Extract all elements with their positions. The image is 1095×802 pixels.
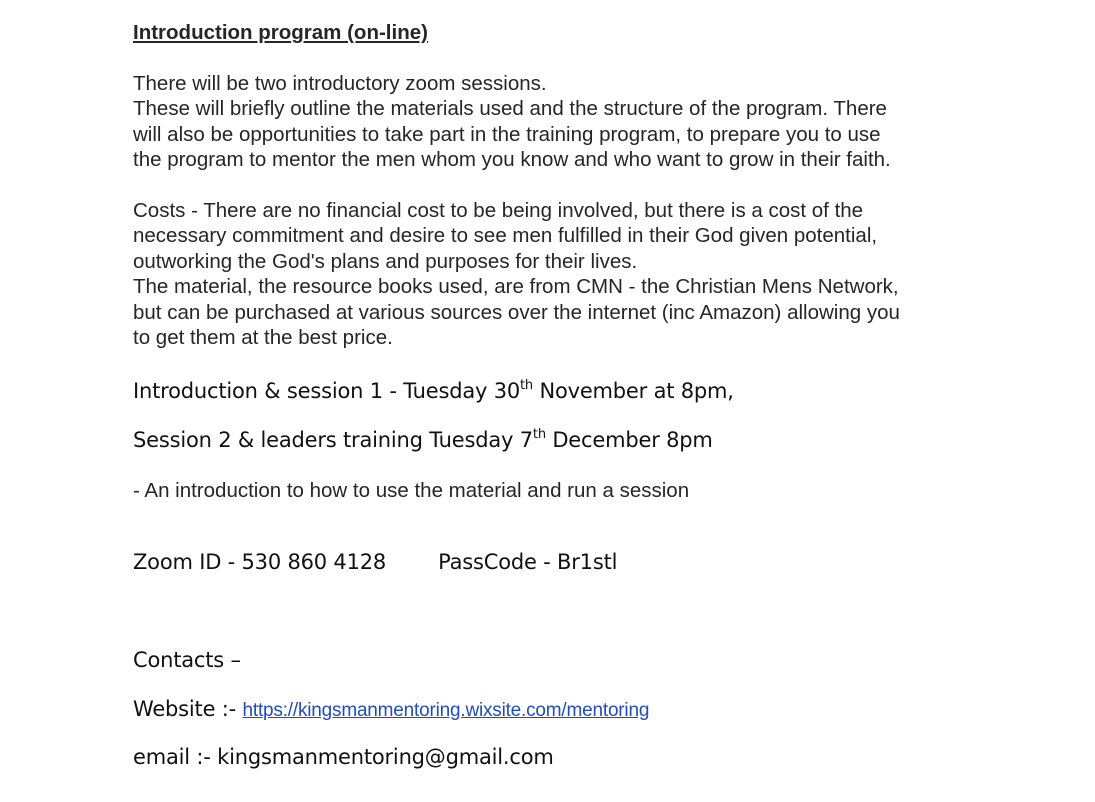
section-heading: Introduction program (on-line) <box>133 21 428 44</box>
email-line: email :- kingsmanmentoring@gmail.com <box>133 745 554 769</box>
zoom-passcode: PassCode - Br1stl <box>438 550 618 574</box>
intro-line-3: will also be opportunities to take part in the training program, to prepare you to use <box>133 122 881 146</box>
material-line-2: but can be purchased at various sources over the internet (inc Amazon) allowing you <box>133 300 900 324</box>
session-2-ordinal: th <box>532 427 546 442</box>
material-line-1: The material, the resource books used, are from CMN - the Christian Mens Network, <box>133 275 899 299</box>
session-1-text-end: November at 8pm, <box>532 379 734 403</box>
intro-line-4: the program to mentor the men whom you know and who want to grow in their faith. <box>133 148 891 172</box>
intro-paragraph <box>133 71 891 173</box>
costs-line-3: outworking the God's plans and purposes for their lives. <box>133 249 638 273</box>
zoom-id: Zoom ID - 530 860 4128 <box>133 550 387 574</box>
session-2-line <box>133 426 713 454</box>
costs-line-1: Costs - There are no financial cost to be being involved, but there is a cost of the <box>133 199 864 222</box>
session-1-line <box>133 377 734 405</box>
contacts-heading: Contacts – <box>133 648 241 672</box>
costs-line-2: necessary commitment and desire to see men fulfilled in their God given potential, <box>133 224 878 248</box>
material-line-3: to get them at the best price. <box>133 326 393 350</box>
session-1-text: Introduction & session 1 - Tuesday 30 <box>133 379 521 403</box>
website-label: Website :- <box>133 697 243 721</box>
session-2-text: Session 2 & leaders training Tuesday 7 <box>133 428 533 452</box>
costs-paragraph <box>133 198 900 350</box>
session-1-ordinal: th <box>520 378 533 393</box>
zoom-details <box>133 548 617 576</box>
website-line <box>133 695 649 725</box>
intro-line-1: There will be two introductory zoom sessions. <box>133 72 547 95</box>
session-note: - An introduction to how to use the material and run a session <box>133 479 690 502</box>
website-link[interactable]: https://kingsmanmentoring.wixsite.com/mentoring <box>242 700 650 721</box>
intro-line-2: These will briefly outline the materials used and the structure of the program. There <box>133 97 887 121</box>
session-2-text-end: December 8pm <box>545 428 713 452</box>
